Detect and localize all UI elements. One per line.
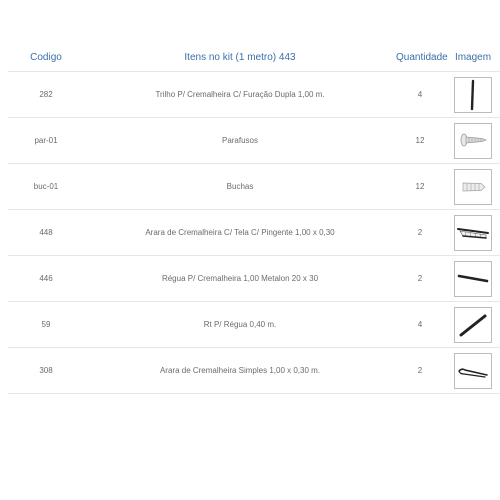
wall-plug-icon[interactable] — [454, 169, 492, 205]
row-quantity: 4 — [396, 302, 444, 348]
table-row — [8, 118, 500, 164]
row-quantity: 2 — [396, 256, 444, 302]
row-quantity: 4 — [396, 72, 444, 118]
row-item: Arara de Cremalheira Simples 1,00 x 0,30 m. — [84, 348, 396, 394]
row-image-cell — [444, 302, 500, 348]
row-code: 59 — [8, 302, 84, 348]
row-code: 308 — [8, 348, 84, 394]
row-quantity: 12 — [396, 164, 444, 210]
row-image-cell — [444, 256, 500, 302]
row-image-cell — [444, 210, 500, 256]
row-code: 446 — [8, 256, 84, 302]
row-image-cell — [444, 348, 500, 394]
table-row — [8, 72, 500, 118]
row-image-cell — [444, 72, 500, 118]
vertical-rail-icon[interactable] — [454, 77, 492, 113]
row-code: par-01 — [8, 118, 84, 164]
simple-rack-icon[interactable] — [454, 353, 492, 389]
mesh-rack-icon[interactable] — [454, 215, 492, 251]
table-row — [8, 210, 500, 256]
table-row — [8, 256, 500, 302]
bracket-icon[interactable] — [454, 307, 492, 343]
bar-icon[interactable] — [454, 261, 492, 297]
row-image-cell — [444, 164, 500, 210]
table-header-row — [8, 44, 500, 72]
header-quantity: Quantidade — [396, 44, 444, 72]
row-quantity: 12 — [396, 118, 444, 164]
row-item: Rt P/ Régua 0,40 m. — [84, 302, 396, 348]
row-quantity: 2 — [396, 210, 444, 256]
row-code: 448 — [8, 210, 84, 256]
row-item: Trilho P/ Cremalheira C/ Furação Dupla 1,00 m. — [84, 72, 396, 118]
header-image: Imagem — [444, 44, 500, 72]
row-item: Arara de Cremalheira C/ Tela C/ Pingente 1,00 x 0,30 — [84, 210, 396, 256]
table-row — [8, 302, 500, 348]
table-row — [8, 348, 500, 394]
header-code: Codigo — [8, 44, 84, 72]
screw-icon[interactable] — [454, 123, 492, 159]
kit-items-table — [8, 44, 500, 394]
header-item: Itens no kit (1 metro) 443 — [84, 44, 396, 72]
row-item: Buchas — [84, 164, 396, 210]
row-code: 282 — [8, 72, 84, 118]
row-image-cell — [444, 118, 500, 164]
table-row — [8, 164, 500, 210]
row-code: buc-01 — [8, 164, 84, 210]
row-item: Parafusos — [84, 118, 396, 164]
row-item: Régua P/ Cremalheira 1,00 Metalon 20 x 30 — [84, 256, 396, 302]
row-quantity: 2 — [396, 348, 444, 394]
